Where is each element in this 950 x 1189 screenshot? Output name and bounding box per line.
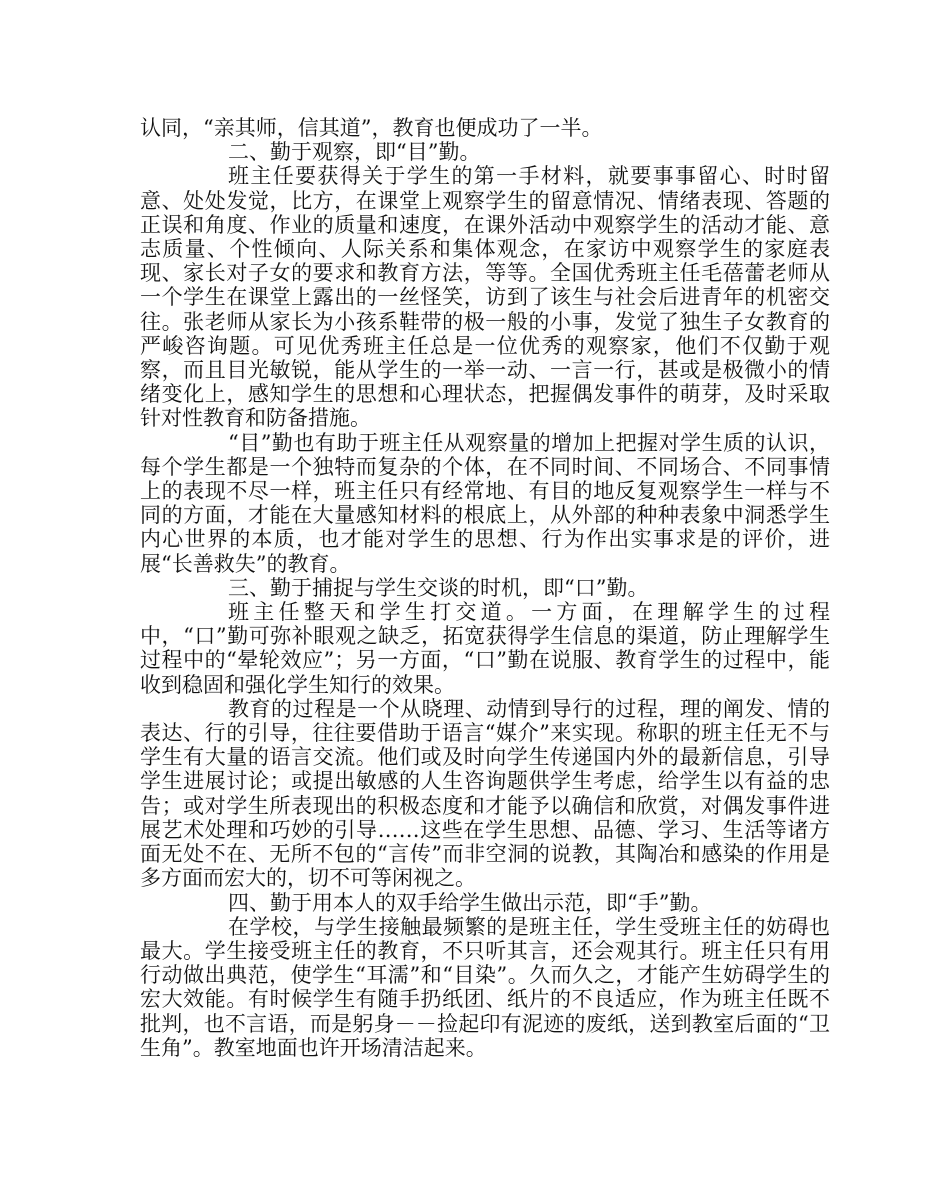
paragraph-continuation: 认同，“亲其师，信其道”，教育也便成功了一半。 <box>140 116 603 140</box>
paragraph-hand-1: 在学校，与学生接触最频繁的是班主任，学生受班主任的妨碍也最大。学生接受班主任的教育，不只听其言，还会观其行。班主任只有用行动做出典范，使学生“耳濡”和“目染”。久而久之，才能产生妨碍学生的宏大效能。有时候学生有随手扔纸团、纸片的不良适应，作为班主任既不批判，也不言语，而是躬身－－捡起印有泥迹的废纸，送到教室后面的“卫生角”。教室地面也许开场清洁起来。 <box>140 914 830 1060</box>
document-body <box>140 116 830 1060</box>
section-heading-talk: 三、勤于捕捉与学生交谈的时机，即“口”勤。 <box>228 575 649 600</box>
section-heading-observe: 二、勤于观察，即“目”勤。 <box>228 140 481 165</box>
section-heading-hand: 四、勤于用本人的双手给学生做出示范，即“手”勤。 <box>228 890 712 915</box>
paragraph-observe-1: 班主任要获得关于学生的第一手材料，就要事事留心、时时留意、处处发觉，比方，在课堂上观察学生的留意情况、情绪表现、答题的正误和角度、作业的质量和速度，在课外活动中观察学生的活动才能、意志质量、个性倾向、人际关系和集体观念，在家访中观察学生的家庭表现、家长对子女的要求和教育方法，等等。全国优秀班主任毛蓓蕾老师从一个学生在课堂上露出的一丝怪笑，访到了该生与社会后进青年的机密交往。张老师从家长为小孩系鞋带的极一般的小事，发觉了独生子女教育的严峻咨询题。可见优秀班主任总是一位优秀的观察家，他们不仅勤于观察，而且目光敏锐，能从学生的一举一动、一言一行，甚或是极微小的情绪变化上，感知学生的思想和心理状态，把握偶发事件的萌芽，及时采取针对性教育和防备措施。 <box>140 164 830 431</box>
paragraph-talk-2: 教育的过程是一个从晓理、动情到导行的过程，理的阐发、情的表达、行的引导，往往要借助于语言“媒介”来实现。称职的班主任无不与学生有大量的语言交流。他们或及时向学生传递国内外的最新信息，引导学生进展讨论；或提出敏感的人生咨询题供学生考虑，给学生以有益的忠告；或对学生所表现出的积极态度和才能予以确信和欣赏，对偶发事件进展艺术处理和巧妙的引导……这些在学生思想、品德、学习、生活等诸方面无处不在、无所不包的“言传”而非空洞的说教，其陶冶和感染的作用是多方面而宏大的，切不可等闲视之。 <box>140 696 830 891</box>
paragraph-talk-1: 班主任整天和学生打交道。一方面，在理解学生的过程中，“口”勤可弥补眼观之缺乏，拓宽获得学生信息的渠道，防止理解学生过程中的“晕轮效应”；另一方面，“口”勤在说服、教育学生的过程中，能收到稳固和强化学生知行的效果。 <box>140 600 830 697</box>
paragraph-observe-2: “目”勤也有助于班主任从观察量的增加上把握对学生质的认识，每个学生都是一个独特而复杂的个体，在不同时间、不同场合、不同事情上的表现不尽一样，班主任只有经常地、有目的地反复观察学生一样与不同的方面，才能在大量感知材料的根底上，从外部的种种表象中洞悉学生内心世界的本质，也才能对学生的思想、行为作出实事求是的评价，进展“长善救失”的教育。 <box>140 430 830 576</box>
